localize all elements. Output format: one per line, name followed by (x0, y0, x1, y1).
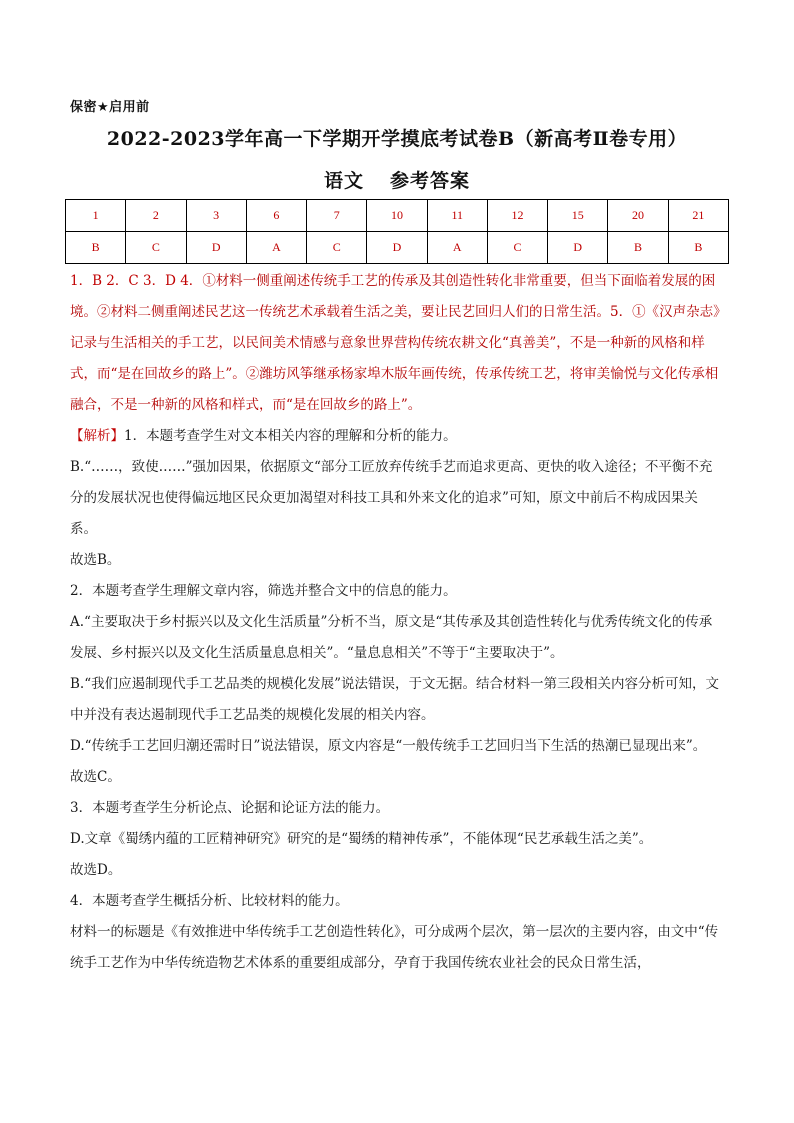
q3-conclusion: 故选D。 (70, 862, 122, 878)
q5-number: 5． (610, 304, 633, 320)
q2-intro: 2．本题考查学生理解文章内容，筛选并整合文中的信息的能力。 (70, 583, 457, 599)
confidential-mark: 保密★启用前 (70, 100, 150, 115)
q1-intro-text: 1．本题考查学生对文本相关内容的理解和分析的能力。 (124, 428, 457, 444)
question-number-cell: 6 (246, 200, 306, 232)
q2-option-b: B.“我们应遏制现代手工艺品类的规模化发展”说法错误，于文无据。结合材料一第三段相关内容分析可知，文中并没有表达遏制现代手工艺品类的规模化发展的相关内容。 (70, 676, 720, 723)
question-number-cell: 12 (487, 200, 547, 232)
q2-option-d: D.“传统手工艺回归潮还需时日”说法错误，原文内容是“一般传统手工艺回归当下生活的热潮已显现出来”。 (70, 738, 707, 754)
doc-type-label: 参考答案 (390, 170, 471, 192)
analysis-tag: 【解析】 (70, 428, 124, 444)
question-number-cell: 1 (66, 200, 126, 232)
answer-cell: A (246, 232, 306, 264)
answer-cell: D (548, 232, 608, 264)
q4-body: 材料一的标题是《有效推进中华传统手工艺创造性转化》，可分成两个层次，第一层次的主要内容，由文中“传统手工艺作为中华传统造物艺术体系的重要组成部分，孕育于我国传统农业社会的民众日常生活， (70, 924, 719, 971)
subject-label: 语文 (323, 170, 364, 192)
answer-cell: C (487, 232, 547, 264)
question-number-cell: 15 (548, 200, 608, 232)
answer-cell: D (367, 232, 427, 264)
question-number-cell: 11 (427, 200, 487, 232)
answer-cell: C (126, 232, 186, 264)
answer-cell: D (186, 232, 246, 264)
answer-cell: C (307, 232, 367, 264)
answer-body (70, 266, 724, 979)
q2-conclusion: 故选C。 (70, 769, 121, 785)
q2-option-a: A.“主要取决于乡村振兴以及文化生活质量”分析不当，原文是“其传承及其创造性转化与优秀传统文化的传承发展、乡村振兴以及文化生活质量息息相关”。“量息息相关”不等于“主要取决于”。 (70, 614, 713, 661)
question-number-cell: 2 (126, 200, 186, 232)
question-number-cell: 7 (307, 200, 367, 232)
answer-cell: B (66, 232, 126, 264)
doc-subtitle (0, 166, 794, 193)
q3-intro: 3．本题考查学生分析论点、论据和论证方法的能力。 (70, 800, 390, 816)
q4-intro: 4．本题考查学生概括分析、比较材料的能力。 (70, 893, 349, 909)
answer-cell: A (427, 232, 487, 264)
q1-option-b: B.“……，致使……”强加因果，依据原文“部分工匠放弃传统手艺而追求更高、更快的收入途径；不平衡不充分的发展状况也使得偏远地区民众更加渴望对科技工具和外来文化的追求”可知，原文中前后不构成因果关系。 (70, 459, 713, 537)
summary-prefix: 1．B 2．C 3．D 4． (70, 273, 203, 289)
question-number-cell: 20 (608, 200, 668, 232)
question-number-cell: 10 (367, 200, 427, 232)
q4-answer: ①材料一侧重阐述传统手工艺的传承及其创造性转化非常重要，但当下面临着发展的困境。②材料二侧重阐述民艺这一传统艺术承载着生活之美，要让民艺回归人们的日常生活。 (70, 273, 716, 320)
answer-summary (70, 266, 724, 421)
answer-cell: B (608, 232, 668, 264)
answer-table (65, 199, 729, 264)
q5-answer: ①《汉声杂志》记录与生活相关的手工艺，以民间美术情感与意象世界营构传统农耕文化“真善美”，不是一种新的风格和样式，而“是在回故乡的路上”。②潍坊风筝继承杨家埠木版年画传统，传承传统工艺，将审美愉悦与文化传承相融合，不是一种新的风格和样式，而“是在回故乡的路上”。 (70, 304, 720, 413)
answer-row (66, 232, 729, 264)
exam-title: 2022-2023学年高一下学期开学摸底考试卷B（新高考Ⅱ卷专用） (106, 128, 688, 150)
question-number-cell: 3 (186, 200, 246, 232)
question-number-cell: 21 (668, 200, 728, 232)
q1-intro (70, 421, 724, 452)
question-number-row (66, 200, 729, 232)
q3-option-d: D.文章《蜀绣内蕴的工匠精神研究》研究的是“蜀绣的精神传承”，不能体现“民艺承载生活之美”。 (70, 831, 653, 847)
answer-cell: B (668, 232, 728, 264)
q1-conclusion: 故选B。 (70, 552, 121, 568)
